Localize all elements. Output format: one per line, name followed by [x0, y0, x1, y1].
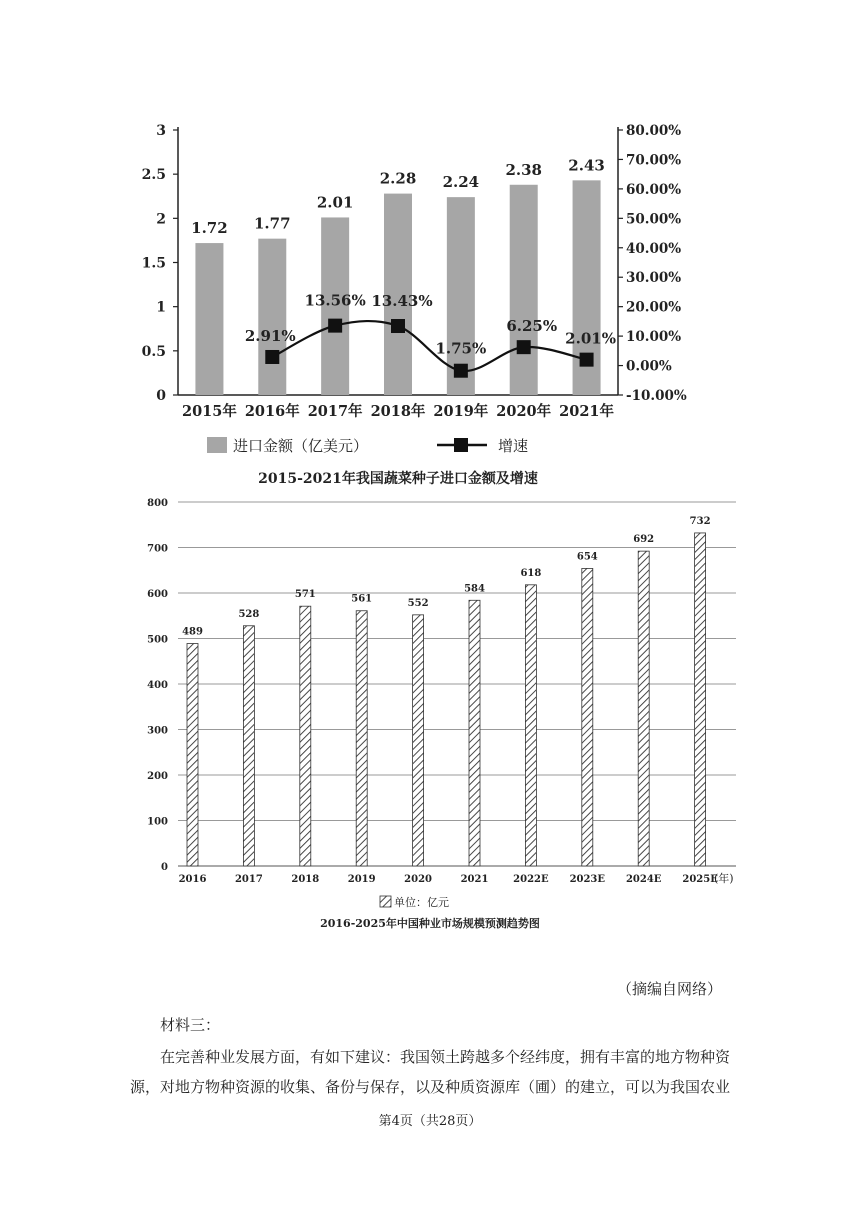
bar-value-label: 552	[407, 597, 429, 609]
x-tick-label: 2019	[347, 874, 376, 885]
chart-title: 2015-2021年我国蔬菜种子进口金额及增速	[258, 471, 538, 487]
x-tick-label: 2020年	[496, 403, 552, 420]
market-bar	[356, 611, 367, 866]
y-tick-label: 600	[147, 589, 168, 600]
x-tick-label: 2021年	[559, 403, 615, 420]
x-tick-label: 2018	[291, 874, 320, 885]
right-tick-label: 20.00%	[626, 299, 682, 316]
y-tick-label: 0	[161, 862, 168, 873]
bar-value-label: 1.72	[191, 219, 228, 238]
market-bar	[582, 568, 593, 866]
x-tick-label: 2022E	[513, 874, 549, 885]
growth-marker	[517, 340, 531, 354]
legend-marker-growth	[454, 438, 468, 452]
market-bar	[525, 585, 536, 866]
x-tick-label: 2017年	[307, 403, 363, 420]
left-tick-label: 2	[156, 211, 166, 228]
import-bar	[258, 239, 286, 395]
x-tick-label: 2020	[404, 874, 433, 885]
y-tick-label: 800	[147, 498, 168, 509]
right-tick-label: -10.00%	[626, 388, 687, 404]
legend	[207, 437, 528, 455]
bar-value-label: 732	[689, 515, 711, 527]
import-bar	[510, 185, 538, 395]
growth-line	[245, 292, 616, 378]
y-tick-label: 700	[147, 543, 168, 555]
growth-value-label: 2.01%	[565, 329, 616, 348]
x-axis-labels	[182, 402, 614, 420]
growth-value-label: 1.75%	[435, 339, 487, 358]
import-chart	[0, 90, 860, 490]
bar-value-label: 584	[464, 583, 485, 595]
right-tick-label: 0.00%	[626, 358, 672, 375]
legend-label-growth: 增速	[498, 437, 529, 455]
x-axis-unit: (年)	[714, 872, 734, 885]
bar-value-label: 571	[294, 589, 316, 601]
x-tick-label: 2016	[178, 874, 207, 885]
right-y-axis	[618, 123, 687, 404]
growth-marker	[454, 364, 468, 378]
growth-value-label: 2.91%	[244, 326, 296, 345]
growth-marker	[580, 353, 594, 367]
x-tick-label: 2024E	[625, 874, 662, 885]
x-tick-label: 2021	[460, 874, 489, 885]
bar-value-label: 692	[633, 534, 655, 546]
y-tick-label: 100	[147, 816, 168, 828]
legend-label-import: 进口金额（亿美元）	[233, 437, 369, 455]
x-tick-label: 2018年	[370, 403, 426, 420]
left-tick-label: 0.5	[141, 343, 166, 360]
market-bar	[638, 551, 649, 866]
market-bar	[469, 600, 480, 866]
growth-marker	[391, 319, 405, 333]
import-bar	[195, 243, 223, 395]
legend	[380, 896, 449, 909]
x-tick-label: 2017	[234, 874, 263, 885]
y-tick-label: 500	[147, 634, 168, 646]
right-tick-label: 30.00%	[626, 270, 682, 287]
x-tick-label: 2023E	[569, 874, 606, 885]
chart-title: 2016-2025年中国种业市场规模预测趋势图	[320, 917, 540, 930]
bar-value-label: 561	[351, 593, 373, 605]
y-tick-label: 300	[147, 725, 168, 737]
market-bars	[182, 516, 711, 866]
bar-value-label: 1.77	[254, 214, 291, 233]
right-tick-label: 80.00%	[626, 123, 682, 139]
bar-value-label: 2.01	[316, 193, 354, 212]
left-tick-label: 1.5	[141, 255, 166, 272]
left-tick-label: 1	[156, 299, 166, 316]
material-heading: 材料三：	[160, 1016, 221, 1034]
right-tick-label: 40.00%	[626, 240, 682, 257]
import-bars	[191, 156, 605, 395]
growth-value-label: 13.56%	[304, 291, 366, 310]
market-bar	[300, 606, 311, 866]
x-tick-label: 2025E	[682, 874, 718, 885]
growth-value-label: 13.43%	[371, 292, 433, 311]
right-tick-label: 50.00%	[626, 211, 682, 228]
source-note: （摘编自网络）	[616, 980, 722, 998]
bar-value-label: 654	[576, 551, 598, 563]
y-tick-label: 200	[147, 771, 168, 782]
bar-value-label: 2.38	[505, 160, 542, 179]
growth-value-label: 6.25%	[506, 317, 558, 336]
legend-swatch-import	[207, 437, 227, 453]
bar-value-label: 489	[182, 626, 203, 638]
growth-marker	[328, 319, 342, 333]
bar-value-label: 2.24	[442, 173, 480, 192]
market-bar	[187, 644, 198, 866]
x-axis-labels	[179, 874, 719, 885]
right-tick-label: 70.00%	[626, 152, 682, 169]
market-bar	[413, 615, 424, 866]
x-tick-label: 2016年	[244, 403, 300, 420]
market-bar	[695, 533, 706, 866]
left-tick-label: 0	[156, 388, 166, 404]
bar-value-label: 618	[520, 567, 542, 579]
growth-marker	[265, 350, 279, 364]
bar-value-label: 2.43	[568, 156, 605, 175]
right-tick-label: 10.00%	[626, 329, 682, 346]
body-paragraph: 在完善种业发展方面，有如下建议：我国领土跨越多个经纬度，拥有丰富的地方物种资源，对地方物种资源的收集、备份与保存，以及种质资源库（圃）的建立，可以为我国农业	[130, 1048, 731, 1096]
x-tick-label: 2015年	[181, 403, 237, 420]
market-chart	[0, 490, 860, 940]
legend-label-unit: 单位：亿元	[394, 896, 449, 909]
market-bar	[243, 626, 254, 866]
page-footer: 第4页（共28页）	[378, 1114, 482, 1129]
y-tick-label: 400	[147, 680, 168, 691]
bar-value-label: 528	[238, 608, 260, 620]
legend-swatch-unit	[380, 896, 391, 907]
left-tick-label: 2.5	[141, 167, 166, 184]
bar-value-label: 2.28	[379, 169, 417, 188]
right-tick-label: 60.00%	[626, 181, 682, 198]
x-tick-label: 2019年	[433, 403, 489, 420]
left-tick-label: 3	[156, 123, 166, 139]
